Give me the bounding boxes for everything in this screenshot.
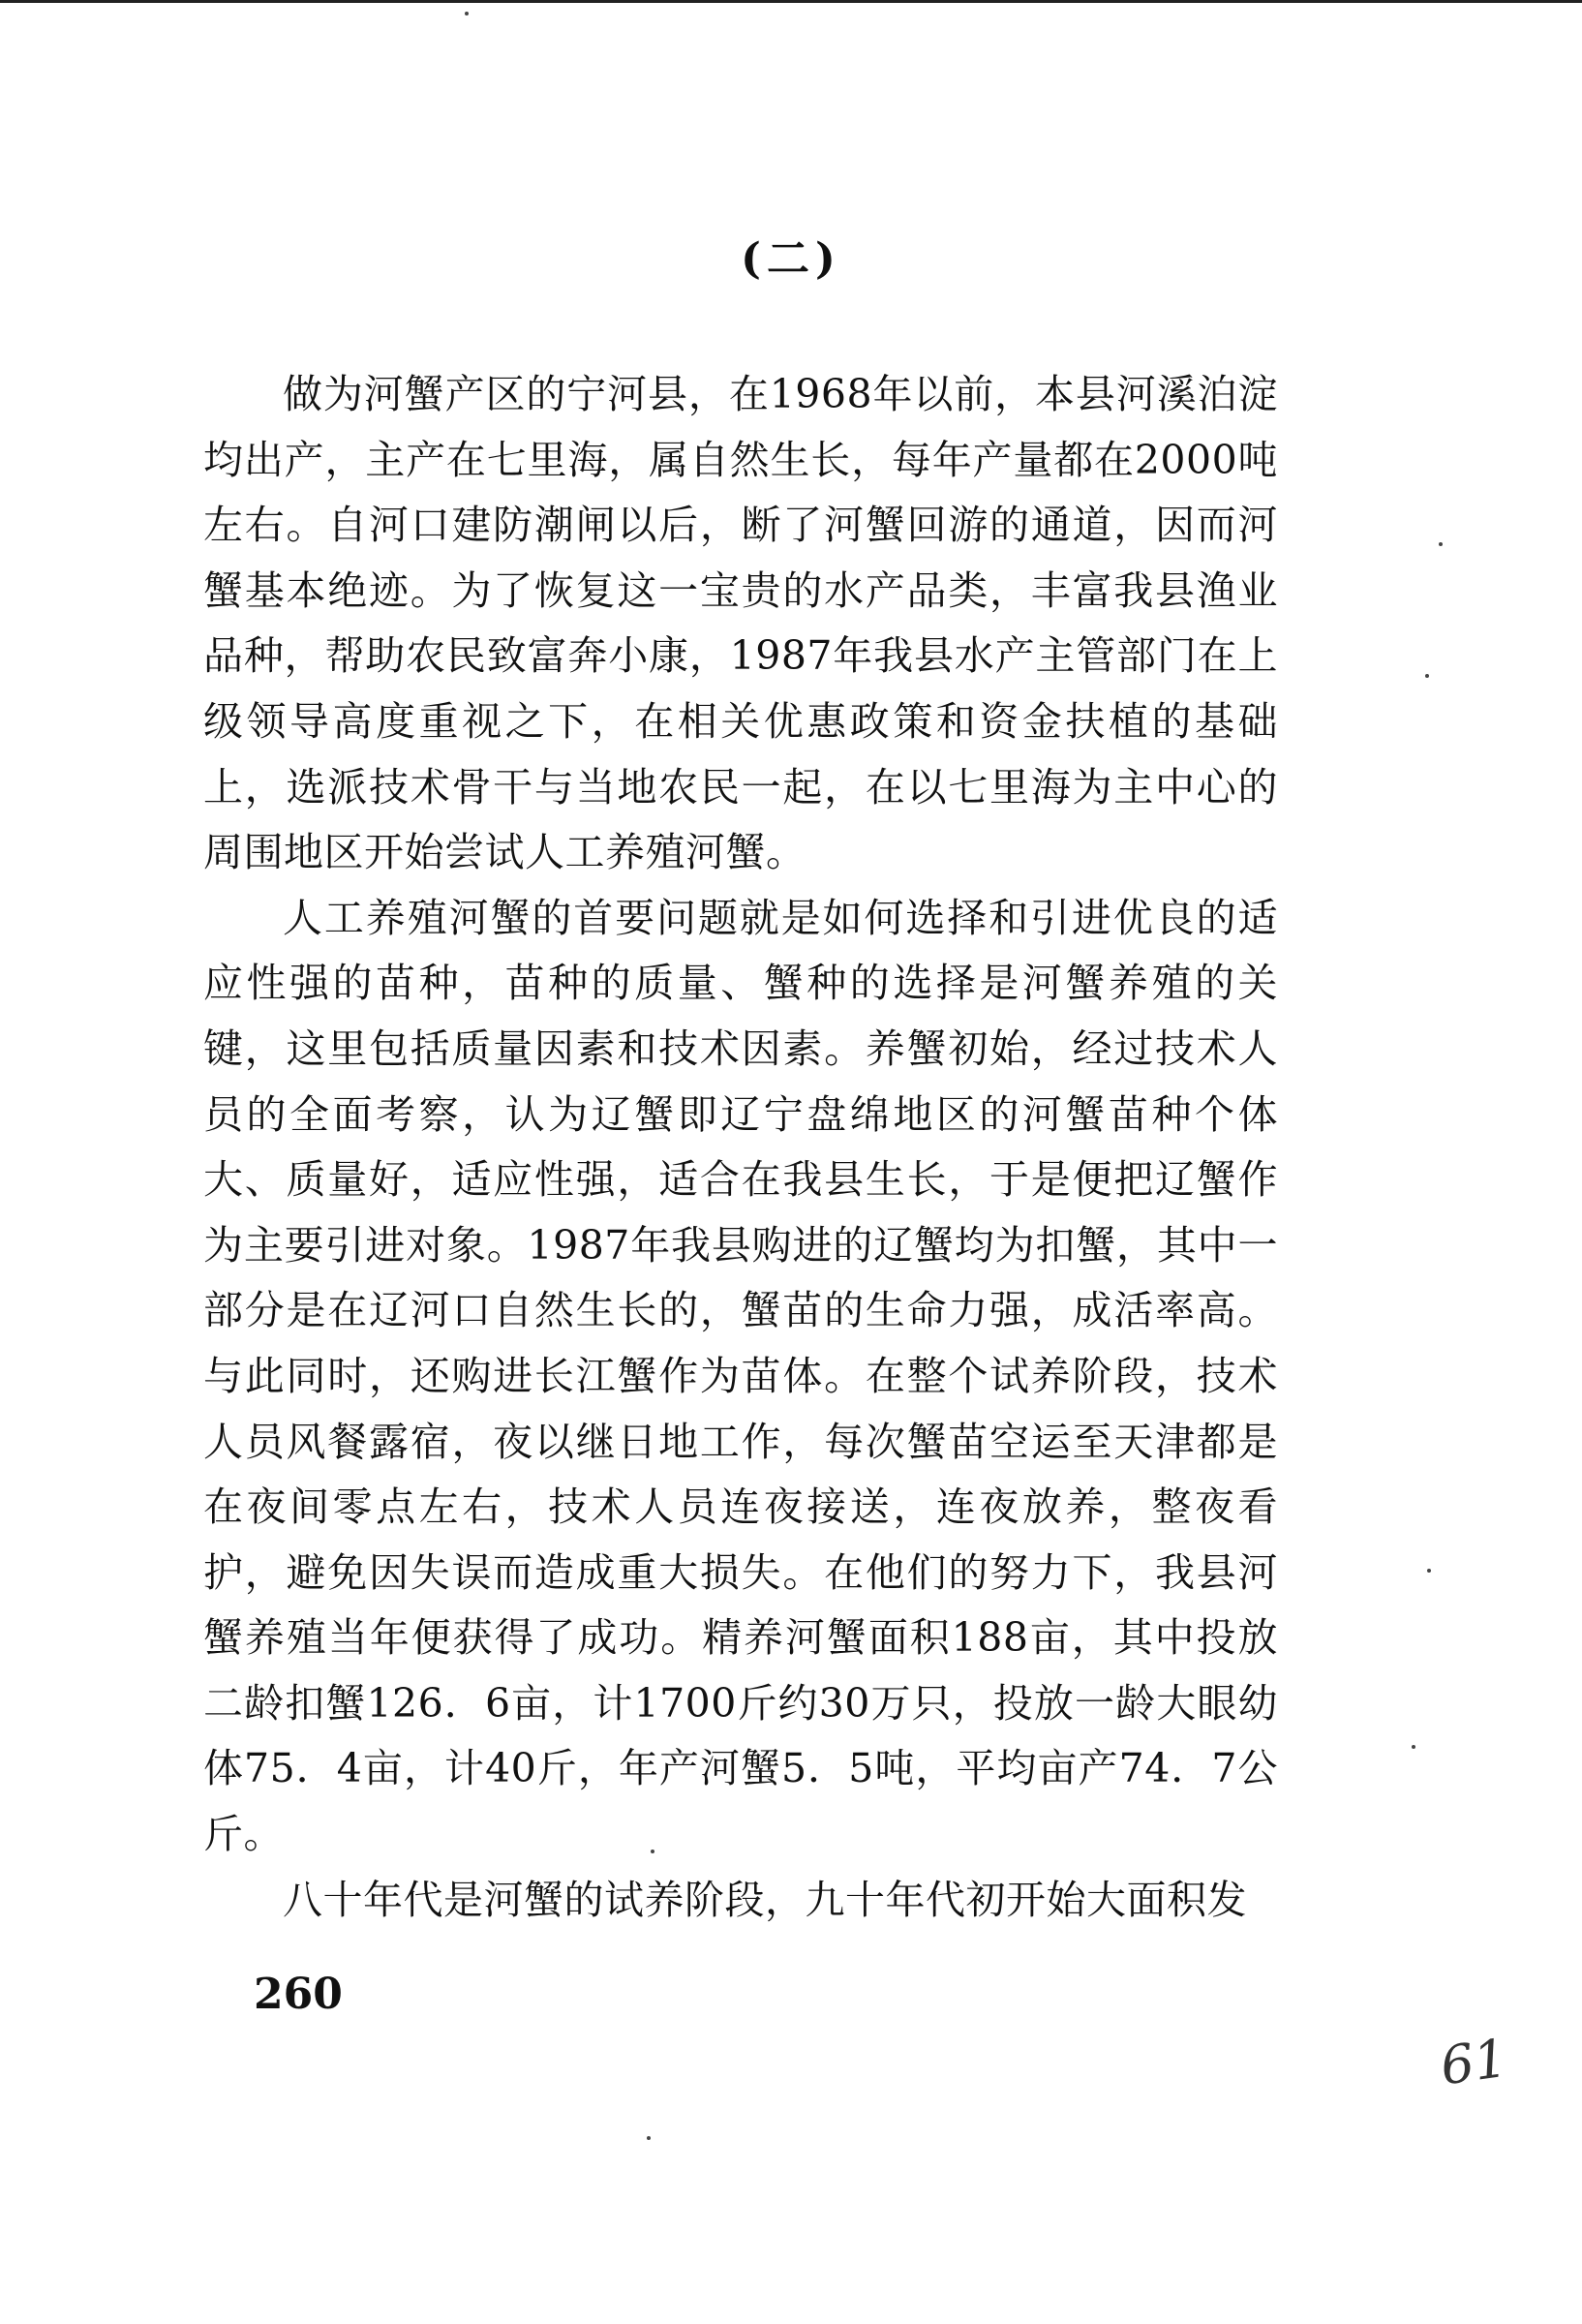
section-heading: (二) <box>741 234 841 284</box>
page-number: 260 <box>254 1970 343 2019</box>
paragraph-3: 八十年代是河蟹的试养阶段，九十年代初开始大面积发 <box>283 1876 1247 1923</box>
scan-speck <box>1427 1569 1431 1573</box>
top-border-line <box>0 0 1582 3</box>
paragraph-1: 做为河蟹产区的宁河县，在1968年以前，本县河溪泊淀均出产，主产在七里海，属自然生长，每年产量都在2000吨左右。自河口建防潮闸以后，断了河蟹回游的通道，因而河蟹基本绝迹。为了恢复这一宝贵的水产品类，丰富我县渔业品种，帮助农民致富奔小康，1987年我县水产主管部门在上级领导高度重视之下，在相关优惠政策和资金扶植的基础上，选派技术骨干与当地农民一起，在以七里海为主中心的周围地区开始尝试人工养殖河蟹。 <box>203 371 1278 876</box>
scan-speck <box>1439 542 1443 546</box>
paragraph-2: 人工养殖河蟹的首要问题就是如何选择和引进优良的适应性强的苗种，苗种的质量、蟹种的选择是河蟹养殖的关键，这里包括质量因素和技术因素。养蟹初始，经过技术人员的全面考察，认为辽蟹即辽宁盘绵地区的河蟹苗种个体大、质量好，适应性强，适合在我县生长，于是便把辽蟹作为主要引进对象。1987年我县购进的辽蟹均为扣蟹，其中一部分是在辽河口自然生长的，蟹苗的生命力强，成活率高。与此同时，还购进长江蟹作为苗体。在整个试养阶段，技术人员风餐露宿，夜以继日地工作，每次蟹苗空运至天津都是在夜间零点左右，技术人员连夜接送，连夜放养，整夜看护，避免因失误而造成重大损失。在他们的努力下，我县河蟹养殖当年便获得了成功。精养河蟹面积188亩，其中投放二龄扣蟹126．6亩，计1700斤约30万只，投放一龄大眼幼体75．4亩，计40斤，年产河蟹5．5吨，平均亩产74．7公斤。 <box>203 894 1278 1858</box>
scan-speck <box>1425 674 1429 678</box>
scan-speck <box>647 2136 651 2140</box>
scan-speck <box>651 1850 654 1853</box>
handwritten-page-mark: 61 <box>1436 2027 1511 2097</box>
scan-speck <box>1412 1745 1415 1749</box>
body-text <box>203 362 1278 1933</box>
scan-speck <box>465 12 469 15</box>
